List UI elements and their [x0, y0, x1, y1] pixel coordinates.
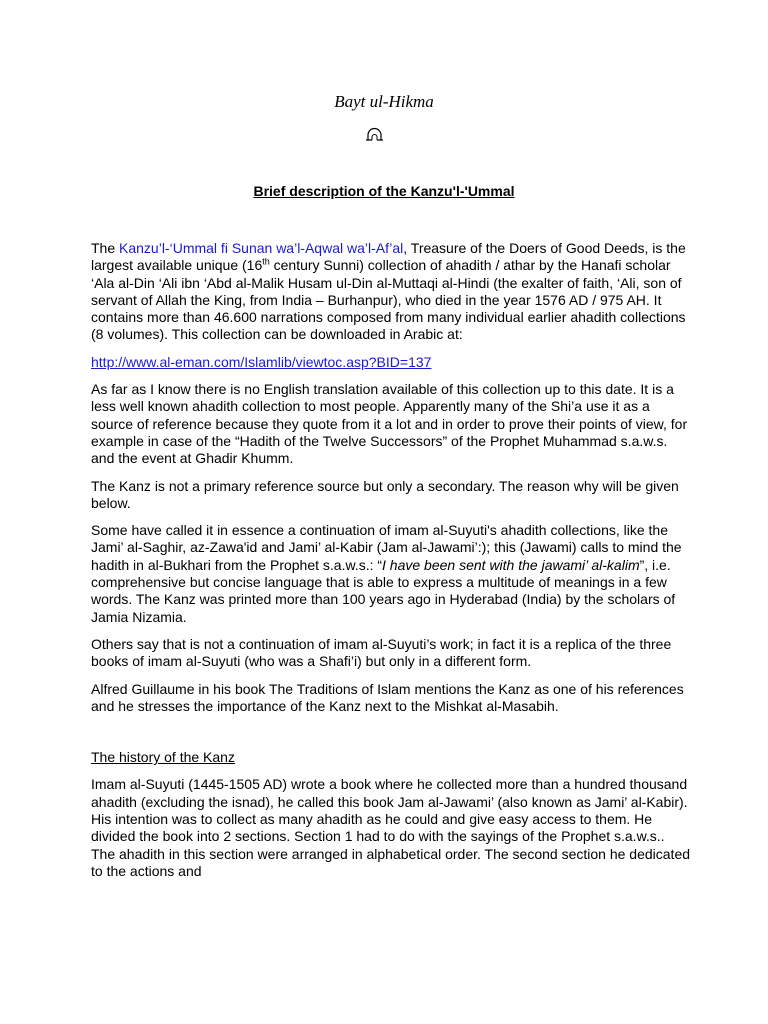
paragraph-secondary-source: The Kanz is not a primary reference source but only a secondary. The reason why will be given below.: [91, 477, 679, 511]
arch-logo-icon: [365, 126, 384, 143]
document-body: [91, 240, 691, 890]
intro-text-end: century Sunni) collection of ahadith / athar by the Hanafi scholar ‘Ala al-Din ‘Ali ibn ‘Abd al-Malik Husam ul-Din al-Muttaqi al-Hindi (the exalter of faith, ‘Ali, son of servant of Allah the King, from India – Burhanpur), who died in the year 1576 AD / 975 AH. It contains more than 46.600 narrations composed from many individual earlier ahadith collections (8 volumes). This collection can be downloaded in Arabic at:: [91, 257, 686, 343]
ordinal-superscript: th: [262, 256, 270, 267]
intro-paragraph: [91, 240, 691, 344]
intro-text-start: The: [91, 240, 120, 256]
paragraph-replica: Others say that is not a continuation of imam al-Suyuti’s work; in fact it is a replica of the three books of imam al-Suyuti (who was a Shafi’i) but only in a different form.: [91, 635, 672, 670]
paragraph-continuation: [91, 522, 691, 626]
continuation-text-start: Some have called it in essence a continuation of imam al-Suyuti's ahadith collections, like the Jami’ al-Saghir, az-Zawa'id and Jami’ al-Kabir (Jam al-Jawami’:); this (Jawami) calls to mind the hadith in al-Bukhari from the Prophet s.a.w.s.: “: [91, 522, 682, 573]
paragraph-history: Imam al-Suyuti (1445-1505 AD) wrote a book where he collected more than a hundred thousand ahadith (excluding the isnad), he called this book Jam al-Jawami’ (also known as Jami’ al-Kabir). His intention was to collect as many ahadith as he could and give easy access to them. He divided the book into 2 sections. Section 1 had to do with the sayings of the Prophet s.a.w.s.. The ahadith in this section were arranged in alphabetical order. The second section he dedicated to the actions and: [91, 776, 691, 879]
intro-text-mid: , Treasure of the Doers of Good Deeds, is the largest available unique (16: [91, 240, 686, 274]
book-name-highlight: Kanzu’l-‘Ummal fi Sunan wa’l-Aqwal wa’l-Af’al: [119, 240, 404, 256]
document-title: Brief description of the Kanzu'l-'Ummal: [253, 183, 515, 199]
site-title: Bayt ul-Hikma: [334, 92, 434, 111]
paragraph-translation: As far as I know there is no English translation available of this collection up to this date. It is a less well known ahadith collection to most people. Apparently many of the Shi’a use it as a source of reference because they quote from it a lot and in order to prove their points of view, for example in case of the “Hadith of the Twelve Successors” of the Prophet Muhammad s.a.w.s. and the event at Ghadir Khumm.: [91, 381, 688, 467]
download-link[interactable]: http://www.al-eman.com/Islamlib/viewtoc.asp?BID=137: [91, 353, 432, 370]
hadith-quote-italic: I have been sent with the jawami’ al-kalim: [382, 556, 640, 573]
continuation-text-end: ”, i.e. comprehensive but concise language that is able to express a multitude of meanings in a few words. The Kanz was printed more than 100 years ago in Hyderabad (India) by the scholars of Jamia Nizamia.: [91, 556, 676, 625]
paragraph-guillaume: Alfred Guillaume in his book The Traditions of Islam mentions the Kanz as one of his references and he stresses the importance of the Kanz next to the Mishkat al-Masabih.: [91, 680, 684, 714]
spacer: [91, 725, 691, 749]
link-paragraph: [91, 354, 691, 371]
section-heading-history: The history of the Kanz: [91, 749, 235, 766]
